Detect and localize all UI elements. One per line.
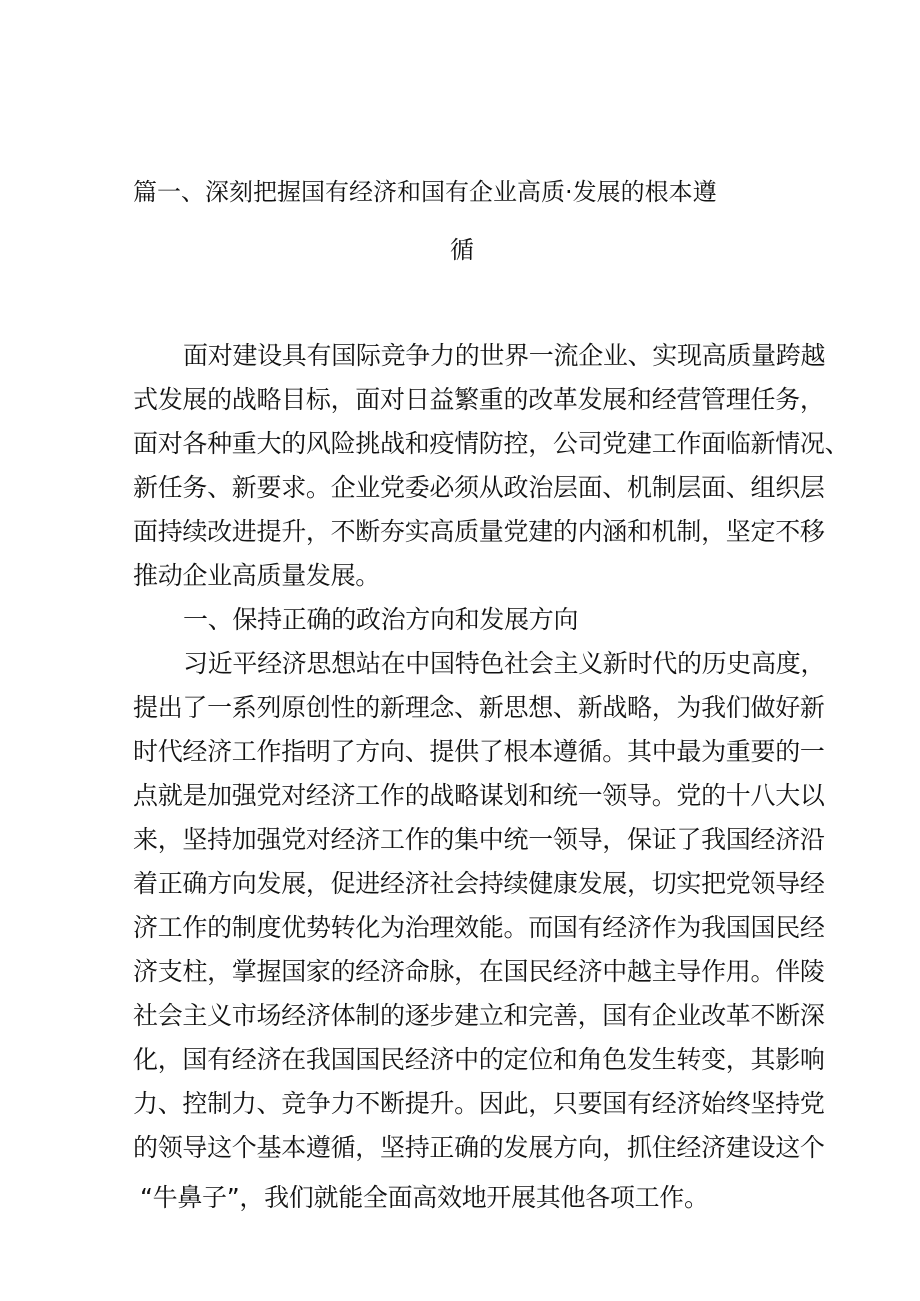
paragraph-line: 力、控制力、竞争力不断提升。因此，只要国有经济始终坚持党: [133, 1089, 825, 1118]
paragraph-line: 的领导这个基本遵循，坚持正确的发展方向，抓住经济建设这个: [133, 1133, 825, 1162]
paragraph-line: 点就是加强党对经济工作的战略谋划和统一领导。党的十八大以: [133, 781, 825, 810]
paragraph-line: 式发展的战略目标，面对日益繁重的改革发展和经营管理任务，: [133, 385, 825, 414]
paragraph-line: 着正确方向发展，促进经济社会持续健康发展，切实把党领导经: [133, 869, 825, 898]
paragraph-line: 化，国有经济在我国国民经济中的定位和角色发生转变，其影响: [133, 1045, 825, 1074]
paragraph-line: 提出了一系列原创性的新理念、新思想、新战略，为我们做好新: [133, 693, 825, 722]
paragraph-line: 济支柱，掌握国家的经济命脉，在国民经济中越主导作用。伴陵: [133, 957, 825, 986]
paragraph-line: 济工作的制度优势转化为治理效能。而国有经济作为我国国民经: [133, 913, 825, 942]
paragraph-line: 社会主义市场经济体制的逐步建立和完善，国有企业改革不断深: [133, 1001, 825, 1030]
paragraph-line: 新任务、新要求。企业党委必须从政治层面、机制层面、组织层: [133, 473, 825, 502]
paragraph-line: “牛鼻子”，我们就能全面高效地开展其他各项工作。: [140, 1183, 709, 1212]
paragraph-line: 推动企业高质量发展。: [133, 561, 381, 590]
section-heading: 一、保持正确的政治方向和发展方向: [183, 605, 579, 634]
paragraph-line: 面持续改进提升，不断夯实高质量党建的内涵和机制，坚定不移: [133, 517, 825, 546]
document-title: 篇一、深刻把握国有经济和国有企业高质·发展的根本遵: [133, 178, 717, 206]
document-title-continuation: 循: [450, 236, 474, 264]
paragraph-line: 来，坚持加强党对经济工作的集中统一领导，保证了我国经济沿: [133, 825, 825, 854]
paragraph-line: 面对建设具有国际竞争力的世界一流企业、实现高质量跨越: [183, 341, 826, 370]
paragraph-line: 时代经济工作指明了方向、提供了根本遵循。其中最为重要的一: [133, 737, 825, 766]
paragraph-line: 面对各种重大的风险挑战和疫情防控，公司党建工作面临新情况、: [133, 429, 850, 458]
paragraph-line: 习近平经济思想站在中国特色社会主义新时代的历史高度，: [183, 649, 826, 678]
